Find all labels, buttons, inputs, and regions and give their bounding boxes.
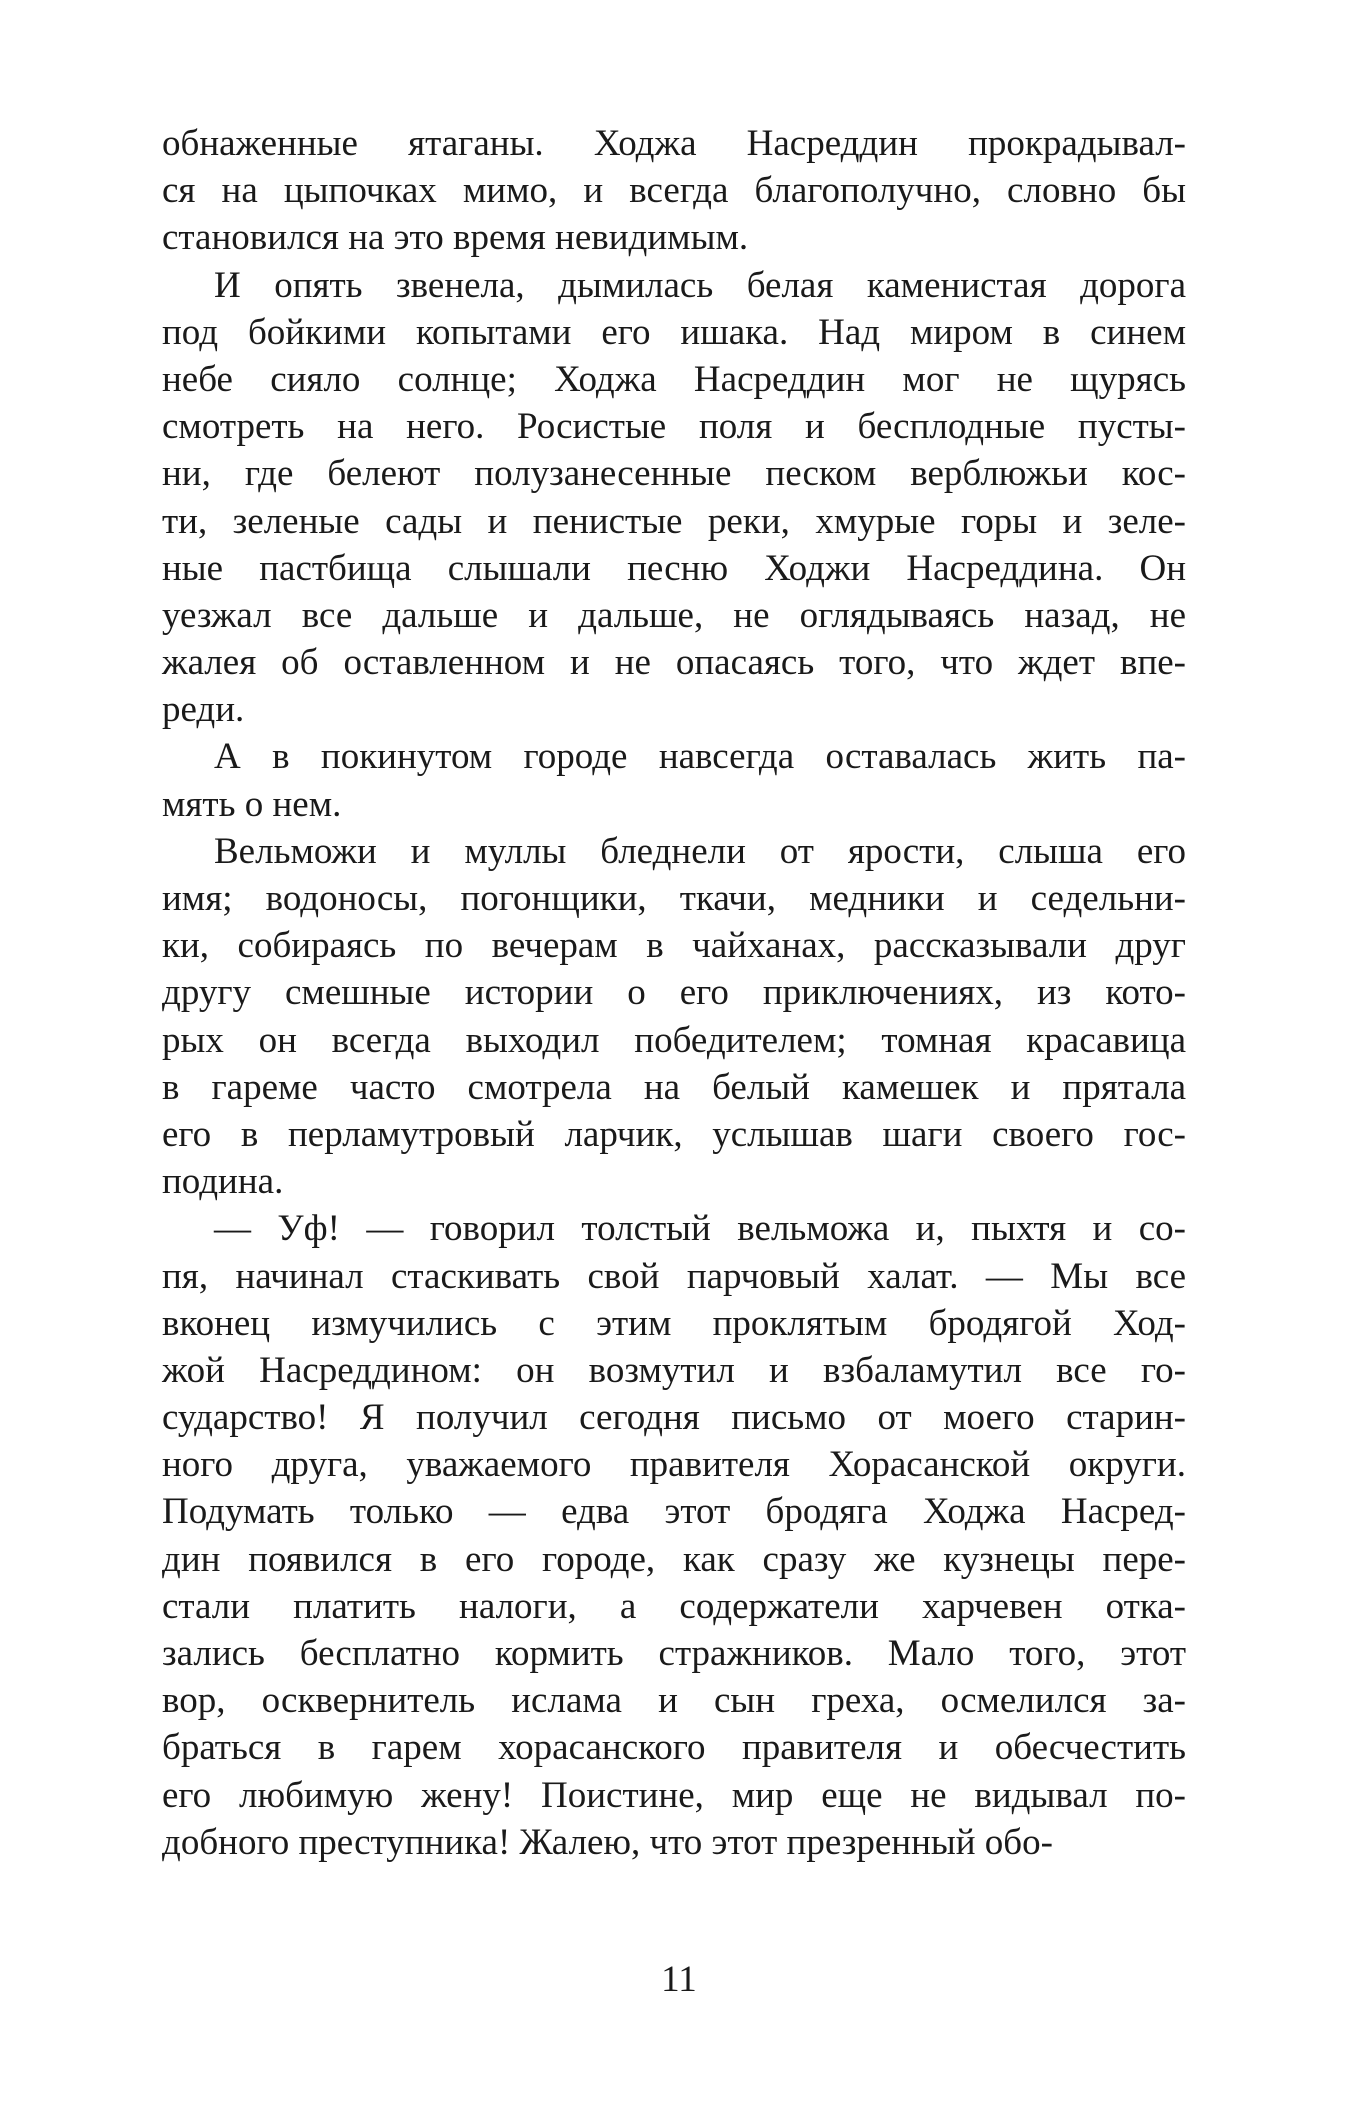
paragraph xyxy=(162,1205,1186,1866)
paragraph xyxy=(162,828,1186,1206)
text-line: дин появился в его городе, как сразу же кузнецы пере- xyxy=(162,1538,1186,1580)
text-line: реди. xyxy=(162,689,245,731)
text-line: вор, осквернитель ислама и сын греха, осмелился за- xyxy=(162,1680,1186,1722)
text-line: ки, собираясь по вечерам в чайханах, рассказывали друг xyxy=(162,925,1186,967)
text-line: другу смешные истории о его приключениях, из кото- xyxy=(162,972,1186,1014)
text-line: обнаженные ятаганы. Ходжа Насреддин прокрадывал- xyxy=(162,123,1186,164)
text-line: жалея об оставленном и не опасаясь того, что ждет впе- xyxy=(162,642,1186,684)
text-line: добного преступника! Жалею, что этот презренный обо- xyxy=(162,1821,1053,1863)
text-line: ни, где белеют полузанесенные песком верблюжьи кос- xyxy=(162,453,1186,495)
text-line: сударство! Я получил сегодня письмо от моего старин- xyxy=(162,1397,1186,1439)
text-line: подина. xyxy=(162,1161,284,1203)
text-line: стали платить налоги, а содержатели харчевен отка- xyxy=(162,1585,1186,1627)
text-line: его любимую жену! Поистине, мир еще не видывал по- xyxy=(162,1774,1186,1816)
text-line: под бойкими копытами его ишака. Над миром в синем xyxy=(162,311,1186,353)
text-line: ся на цыпочках мимо, и всегда благополучно, словно бы xyxy=(162,170,1186,212)
text-line: его в перламутровый ларчик, услышав шаги своего гос- xyxy=(162,1113,1186,1155)
text-line: И опять звенела, дымилась белая каменистая дорога xyxy=(214,264,1186,306)
text-line: мять о нем. xyxy=(162,783,342,825)
body-text xyxy=(162,120,1186,1866)
text-line: в гареме часто смотрела на белый камешек и прятала xyxy=(162,1066,1186,1108)
text-line: зались бесплатно кормить стражников. Мало того, этот xyxy=(162,1633,1186,1674)
text-line: становился на это время невидимым. xyxy=(162,217,749,259)
text-line: вконец измучились с этим проклятым бродягой Ход- xyxy=(162,1302,1186,1344)
paragraph xyxy=(162,262,1186,734)
text-line: небе сияло солнце; Ходжа Насреддин мог не щурясь xyxy=(162,358,1186,400)
text-line: смотреть на него. Росистые поля и бесплодные пусты- xyxy=(162,406,1186,448)
text-line: уезжал все дальше и дальше, не оглядываясь назад, не xyxy=(162,594,1186,636)
text-line: ти, зеленые сады и пенистые реки, хмурые горы и зеле- xyxy=(162,500,1186,542)
paragraph xyxy=(162,120,1186,262)
text-line: пя, начинал стаскивать свой парчовый халат. — Мы все xyxy=(162,1255,1186,1297)
text-line: — Уф! — говорил толстый вельможа и, пыхтя и со- xyxy=(214,1208,1186,1250)
text-line: имя; водоносы, погонщики, ткачи, медники и седельни- xyxy=(162,878,1186,919)
page-number: 11 xyxy=(661,1959,697,2000)
text-line: Подумать только — едва этот бродяга Ходжа Насред- xyxy=(162,1491,1186,1533)
text-line: ные пастбища слышали песню Ходжи Насреддина. Он xyxy=(162,547,1186,589)
paragraph xyxy=(162,733,1186,827)
text-line: Вельможи и муллы бледнели от ярости, слыша его xyxy=(214,830,1186,872)
text-line: ного друга, уважаемого правителя Хорасанской округи. xyxy=(162,1444,1186,1486)
text-line: браться в гарем хорасанского правителя и обесчестить xyxy=(162,1727,1186,1769)
text-line: рых он всегда выходил победителем; томная красавица xyxy=(162,1019,1186,1061)
text-line: жой Насреддином: он возмутил и взбаламутил все го- xyxy=(162,1349,1186,1391)
text-line: А в покинутом городе навсегда оставалась жить па- xyxy=(214,736,1186,778)
